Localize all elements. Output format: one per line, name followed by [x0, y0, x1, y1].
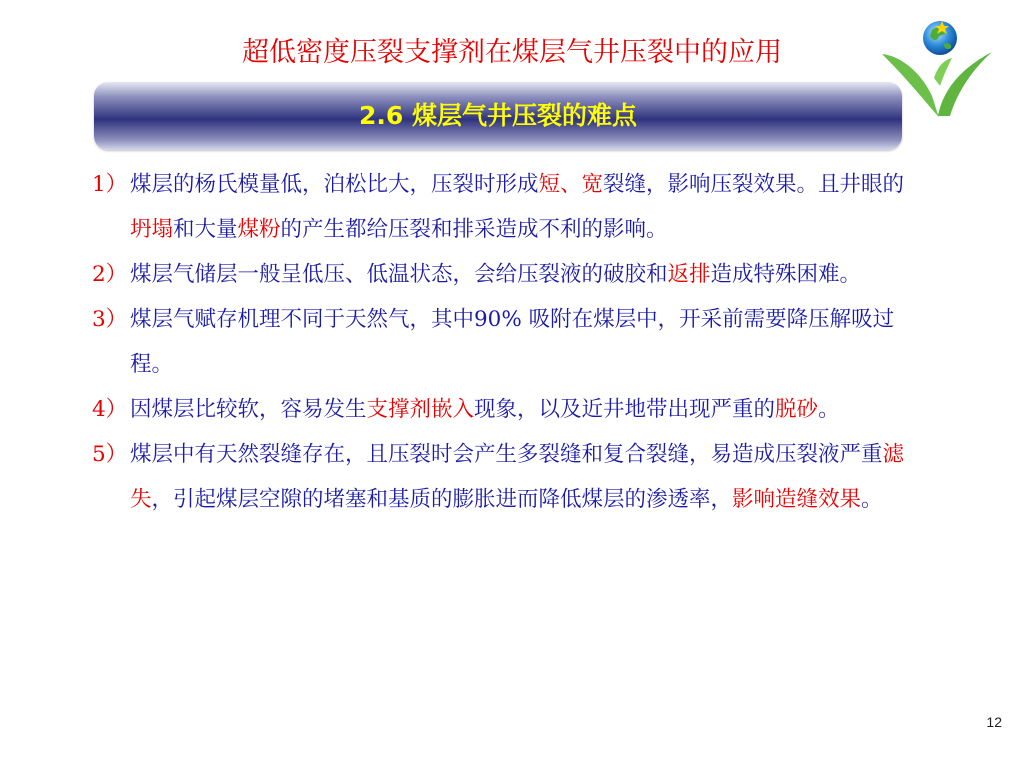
item-text: 造成特殊困难。: [710, 262, 862, 287]
highlight-text: 支撑剂嵌入: [366, 397, 475, 422]
item-text: 。: [818, 397, 840, 422]
list-item: [92, 387, 912, 432]
highlight-text: 滤失: [130, 442, 905, 512]
item-text: 裂缝，影响压裂效果。且井眼的: [603, 172, 905, 197]
list-item: [92, 162, 912, 252]
item-text: 煤层中有天然裂缝存在，且压裂时会产生多裂缝和复合裂缝，易造成压裂液严重: [130, 442, 883, 467]
list-item: [92, 432, 912, 522]
item-text: 和大量: [173, 217, 238, 242]
section-heading: 2.6 煤层气井压裂的难点: [359, 101, 637, 130]
item-text: 。: [861, 487, 883, 512]
item-text: ，引起煤层空隙的堵塞和基质的膨胀进而降低煤层的渗透率，: [151, 487, 733, 512]
item-number: 4）: [92, 397, 128, 422]
list-item: [92, 297, 912, 387]
item-number: 1）: [92, 172, 128, 197]
item-text: 煤层的杨氏模量低，泊松比大，压裂时形成: [130, 172, 539, 197]
item-text: 煤层气赋存机理不同于天然气，其中90% 吸附在煤层中，开采前需要降压解吸过程。: [130, 307, 895, 377]
section-banner: [94, 82, 902, 150]
highlight-text: 短、宽: [538, 172, 604, 197]
item-number: 3）: [92, 307, 128, 332]
highlight-text: 返排: [667, 262, 711, 287]
item-text: 因煤层比较软，容易发生: [130, 397, 367, 422]
item-text: 现象，以及近井地带出现严重的: [474, 397, 776, 422]
item-text: 煤层气储层一般呈低压、低温状态，会给压裂液的破胶和: [130, 262, 668, 287]
list-item: [92, 252, 912, 297]
difficulty-list: [92, 162, 912, 522]
item-number: 2）: [92, 262, 128, 287]
page-number: 12: [986, 714, 1002, 730]
item-number: 5）: [92, 442, 128, 467]
highlight-text: 脱砂: [775, 397, 819, 422]
highlight-text: 煤粉: [237, 217, 281, 242]
highlight-text: 影响造缝效果: [732, 487, 862, 512]
item-text: 的产生都给压裂和排采造成不利的影响。: [280, 217, 668, 242]
slide-title: 超低密度压裂支撑剂在煤层气井压裂中的应用: [242, 37, 782, 68]
highlight-text: 坍塌: [130, 217, 174, 242]
